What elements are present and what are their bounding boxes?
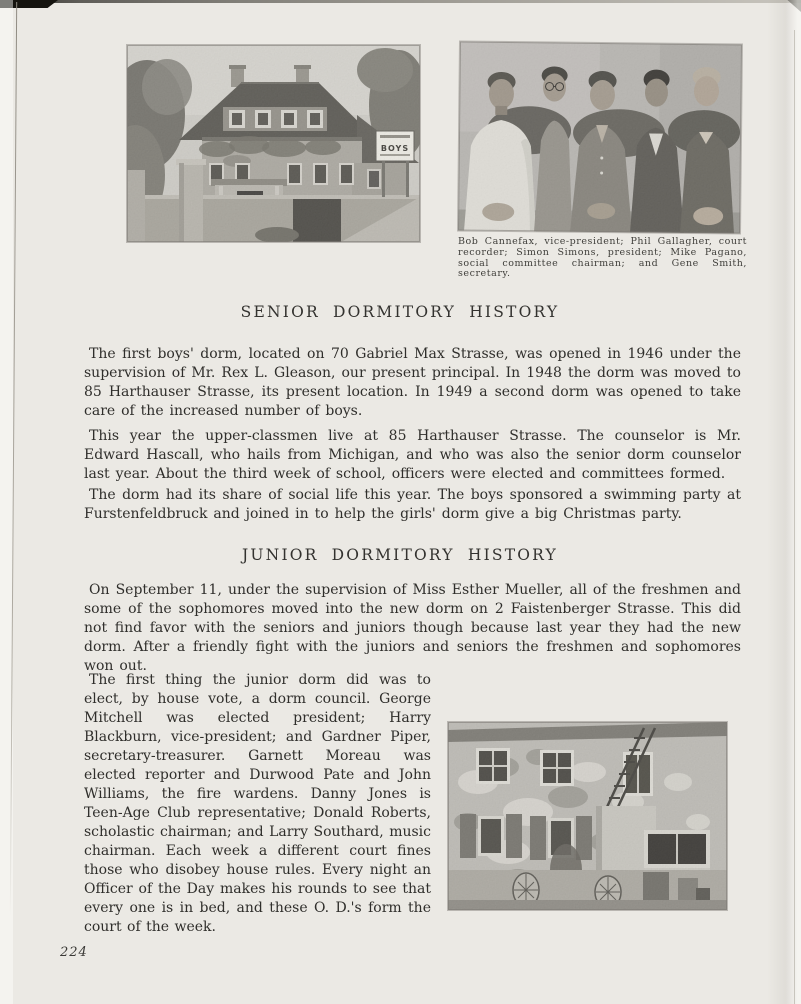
senior-paragraph-3: The dorm had its share of social life this year. The boys sponsored a swimming party at Furstenfeldbruck and joined in to help the girls' dorm give a big Christmas party. [84, 487, 741, 522]
senior-dorm-building-photo [127, 45, 420, 242]
page-right-edge-line [794, 30, 795, 1004]
officers-photo-caption: Bob Cannefax, vice-president; Phil Gallagher, court recorder; Simon Simons, president; Mike Pagano, social committee chairman; and Gene Smith, secretary. [458, 236, 747, 280]
page-number: 224 [60, 945, 88, 960]
sign-text: BOYS [380, 144, 410, 153]
senior-paragraph-2: This year the upper-classmen live at 85 Harthauser Strasse. The counselor is Mr. Edward Hascall, who hails from Michigan, and who was also the senior dorm counselor last year. About the third week of school, officers were elected and committees formed. [84, 428, 741, 482]
junior-dorm-building-photo [448, 722, 727, 910]
senior-history-heading: SENIOR DORMITORY HISTORY [240, 303, 560, 321]
dorm-officers-group-photo [458, 42, 742, 234]
scan-top-edge [0, 0, 801, 3]
junior-history-heading: JUNIOR DORMITORY HISTORY [242, 546, 558, 564]
junior-paragraph-1: On September 11, under the supervision of Miss Esther Mueller, all of the freshmen and some of the sophomores moved into the new dorm on 2 Faistenberger Strasse. This did not find favor with the seniors and juniors though because last year they had the new dorm. After a friendly fight with the juniors and seniors the freshmen and sophomores won out. [84, 582, 741, 674]
page-right-edge-shade [767, 0, 801, 1004]
senior-paragraph-1: The first boys' dorm, located on 70 Gabriel Max Strasse, was opened in 1946 under the supervision of Mr. Rex L. Gleason, our present principal. In 1948 the dorm was moved to 85 Harthauser Strasse, its present location. In 1949 a second dorm was opened to take care of the increased number of boys. [84, 346, 741, 419]
junior-paragraph-2: The first thing the junior dorm did was to elect, by house vote, a dorm council. George Mitchell was elected president; Harry Blackburn, vice-president; and Gardner Piper, secretary-treasurer. Garnett Moreau was elected reporter and Durwood Pate and John Williams, the fire wardens. Danny Jones is Teen-Age Club representative; Donald Roberts, scholastic chairman; and Larry Southard, music chairman. Each week a different court fines those who disobey house rules. Every night an Officer of the Day makes his rounds to see that every one is in bed, and these O. D.'s form the court of the week. [84, 672, 431, 935]
